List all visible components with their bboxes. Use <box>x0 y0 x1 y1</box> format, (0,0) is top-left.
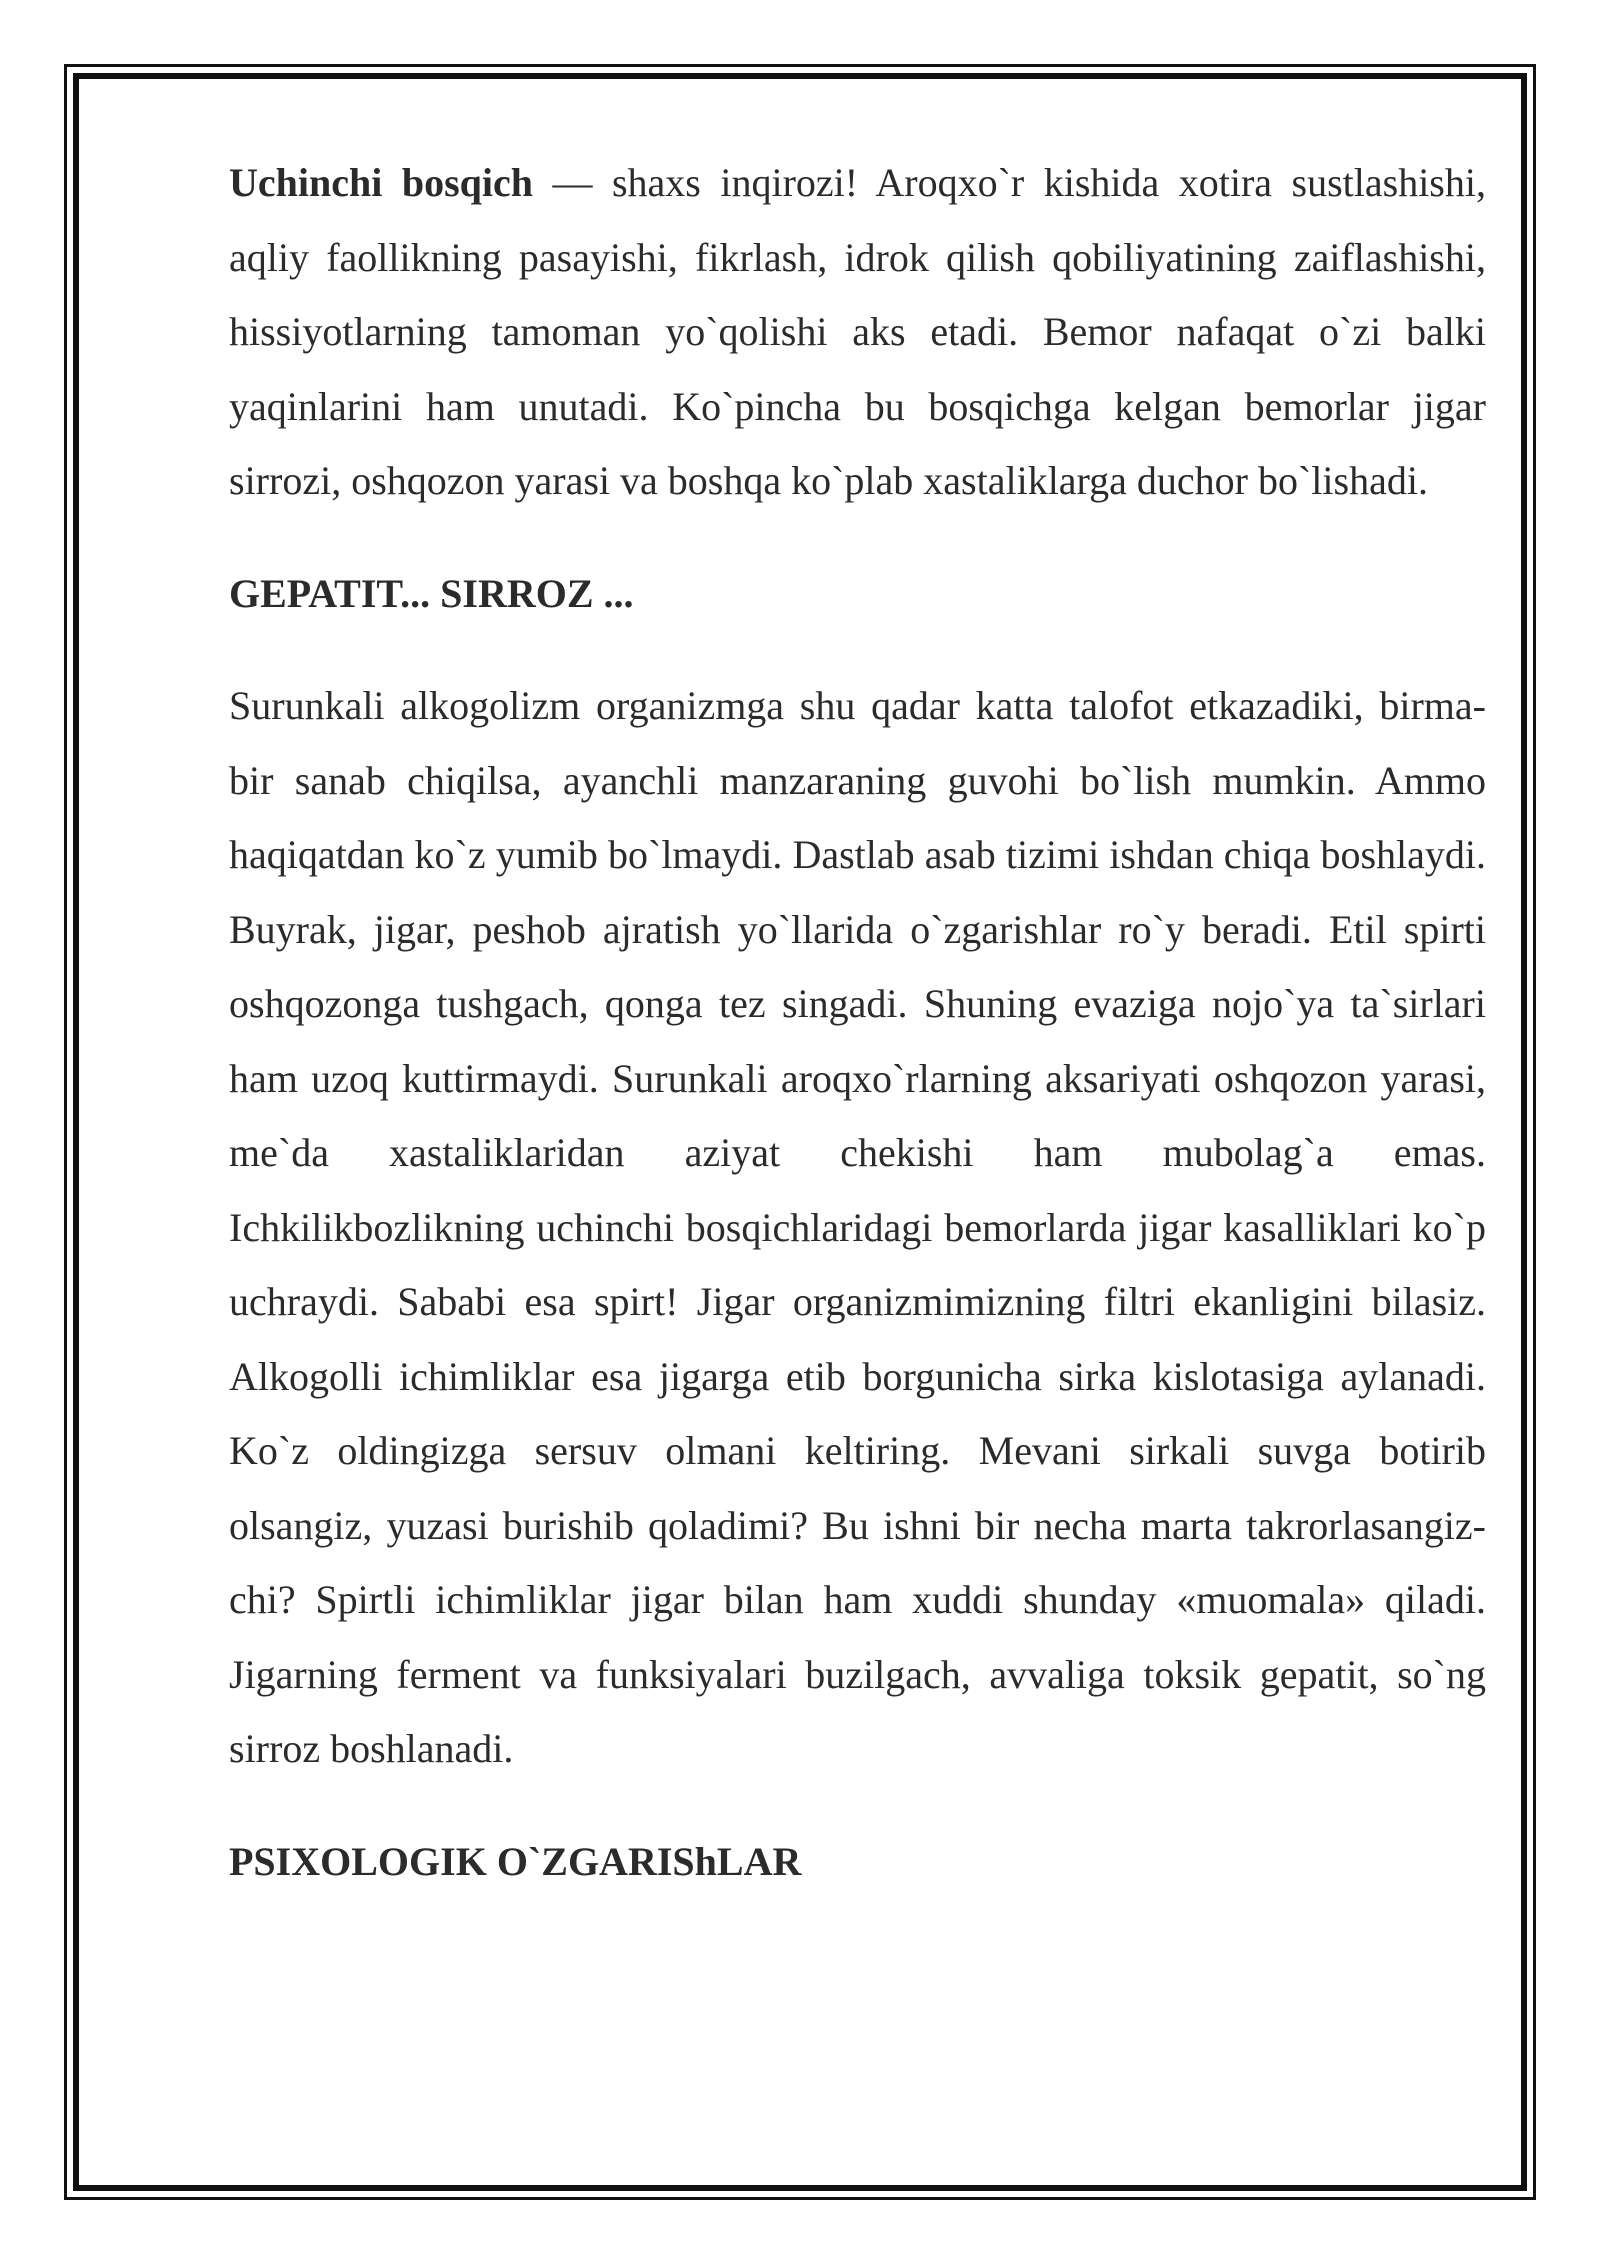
document-content <box>229 146 1486 1899</box>
paragraph-text: — shaxs inqirozi! Aroqxo`r kishida xotira sustlashishi, aqliy faollikning pasayishi, fikrlash, idrok qilish qobiliyatining zaiflashishi, hissiyotlarning tamoman yo`qolishi aks etadi. Bemor nafaqat o`zi balki yaqinlarini ham unutadi. Ko`pincha bu bosqichga kelgan bemorlar jigar sirrozi, oshqozon yarasi va boshqa ko`plab xastaliklarga duchor bo`lishadi. <box>229 160 1486 503</box>
paragraph-lead: Uchinchi bosqich <box>229 160 534 205</box>
paragraph-alcoholism-effects: Surunkali alkogolizm organizmga shu qadar katta talofot etkazadiki, birma- bir sanab chiqilsa, ayanchli manzaraning guvohi bo`lish mumkin. Ammo haqiqatdan ko`z yumib bo`lmaydi. Dastlab asab tizimi ishdan chiqa boshlaydi. Buyrak, jigar, peshob ajratish yo`llarida o`zgarishlar ro`y beradi. Etil spirti oshqozonga tushgach, qonga tez singadi. Shuning evaziga nojo`ya ta`sirlari ham uzoq kuttirmaydi. Surunkali aroqxo`rlarning aksariyati oshqozon yarasi, me`da xastaliklaridan aziyat chekishi ham mubolag`a emas. Ichkilikbozlikning uchinchi bosqichlaridagi bemorlarda jigar kasalliklari ko`p uchraydi. Sababi esa spirt! Jigar organizmimizning filtri ekanligini bilasiz. Alkogolli ichimliklar esa jigarga etib borgunicha sirka kislotasiga aylanadi. Ko`z oldingizga sersuv olmani keltiring. Mevani sirkali suvga botirib olsangiz, yuzasi burishib qoladimi? Bu ishni bir necha marta takrorlasangiz-chi? Spirtli ichimliklar jigar bilan ham xuddi shunday «muomala» qiladi. Jigarning ferment va funksiyalari buzilgach, avvaliga toksik gepatit, so`ng sirroz boshlanadi. <box>229 683 1486 1771</box>
paragraph-stage-three <box>229 146 1486 519</box>
section-heading-hepatitis: GEPATIT... SIRROZ ... <box>229 570 634 616</box>
section-heading-psychological: PSIXOLOGIK O`ZGARIShLAR <box>229 1838 802 1884</box>
